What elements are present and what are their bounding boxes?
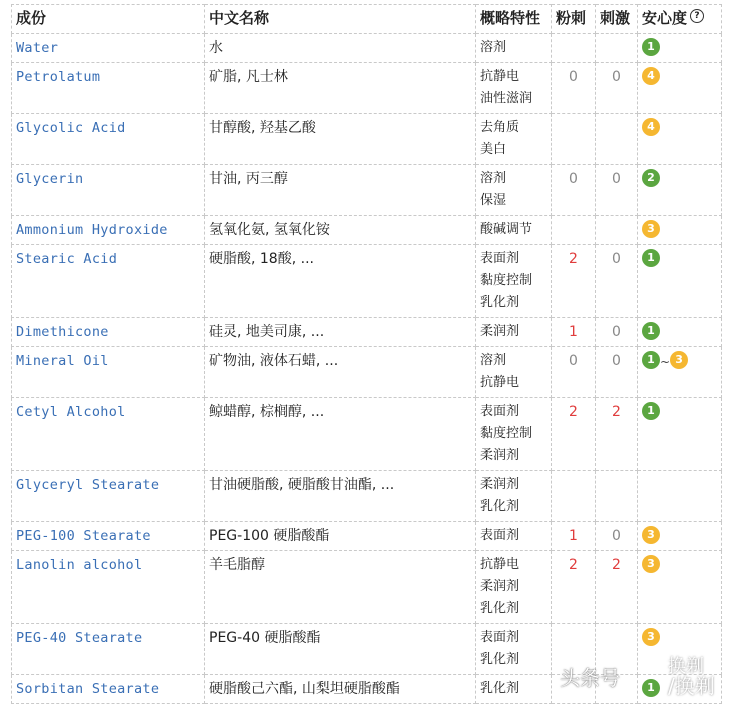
property-item: 黏度控制 [480, 273, 533, 288]
chinese-name: 甘醇酸, 羟基乙酸 [205, 114, 476, 165]
property-cell [476, 522, 552, 551]
irritation-rating [596, 114, 638, 165]
table-body [12, 34, 722, 704]
acne-rating [552, 114, 596, 165]
safety-cell [638, 318, 722, 347]
irritation-rating: 2 [596, 551, 638, 624]
irritation-rating: 0 [596, 245, 638, 318]
ingredient-link[interactable]: Ammonium Hydroxide [12, 216, 205, 245]
safety-badge: 1 [642, 249, 660, 267]
irritation-rating: 2 [596, 398, 638, 471]
chinese-name: 甘油硬脂酸, 硬脂酸甘油酯, ... [205, 471, 476, 522]
property-item: 抗静电 [480, 69, 520, 84]
safety-badge: 3 [642, 220, 660, 238]
ingredient-link[interactable]: PEG-40 Stearate [12, 624, 205, 675]
safety-cell [638, 398, 722, 471]
chinese-name: 甘油, 丙三醇 [205, 165, 476, 216]
ingredient-link[interactable]: Water [12, 34, 205, 63]
safety-badge: 1 [642, 402, 660, 420]
acne-rating: 2 [552, 398, 596, 471]
header-property: 概略特性 [476, 5, 552, 34]
property-cell [476, 216, 552, 245]
property-cell [476, 114, 552, 165]
property-item: 保湿 [480, 193, 507, 208]
irritation-rating: 0 [596, 347, 638, 398]
table-row [12, 318, 722, 347]
property-cell [476, 63, 552, 114]
safety-badge: 4 [642, 118, 660, 136]
chinese-name: 鲸蜡醇, 棕榈醇, ... [205, 398, 476, 471]
safety-cell [638, 347, 722, 398]
property-cell [476, 318, 552, 347]
ingredient-link[interactable]: Mineral Oil [12, 347, 205, 398]
chinese-name: 氢氧化氨, 氢氧化铵 [205, 216, 476, 245]
safety-badge: 4 [642, 67, 660, 85]
acne-rating [552, 34, 596, 63]
property-item: 柔润剂 [480, 477, 520, 492]
property-item: 乳化剂 [480, 681, 520, 696]
safety-cell [638, 471, 722, 522]
property-cell [476, 165, 552, 216]
property-item: 去角质 [480, 120, 520, 135]
chinese-name: 硬脂酸己六酯, 山梨坦硬脂酸酯 [205, 675, 476, 704]
safety-cell [638, 245, 722, 318]
safety-cell [638, 165, 722, 216]
chinese-name: 羊毛脂醇 [205, 551, 476, 624]
chinese-name: PEG-40 硬脂酸酯 [205, 624, 476, 675]
property-item: 乳化剂 [480, 601, 520, 616]
table-row [12, 216, 722, 245]
property-item: 柔润剂 [480, 579, 520, 594]
table-header-row [12, 5, 722, 34]
irritation-rating: 0 [596, 318, 638, 347]
table-row [12, 398, 722, 471]
ingredient-link[interactable]: Glycerin [12, 165, 205, 216]
property-item: 乳化剂 [480, 652, 520, 667]
ingredient-link[interactable]: Glycolic Acid [12, 114, 205, 165]
table-row [12, 551, 722, 624]
property-item: 抗静电 [480, 375, 520, 390]
acne-rating [552, 471, 596, 522]
safety-cell [638, 522, 722, 551]
ingredient-table-container [11, 4, 721, 704]
table-row [12, 63, 722, 114]
acne-rating: 1 [552, 318, 596, 347]
safety-badge: 3 [642, 555, 660, 573]
help-icon[interactable]: ? [690, 9, 704, 23]
property-cell [476, 245, 552, 318]
table-row [12, 245, 722, 318]
ingredient-link[interactable]: Petrolatum [12, 63, 205, 114]
property-item: 黏度控制 [480, 426, 533, 441]
property-item: 美白 [480, 142, 507, 157]
ingredient-link[interactable]: Cetyl Alcohol [12, 398, 205, 471]
safety-badge: 1 [642, 322, 660, 340]
header-ingredient: 成份 [12, 5, 205, 34]
irritation-rating: 0 [596, 63, 638, 114]
property-cell [476, 398, 552, 471]
acne-rating: 1 [552, 522, 596, 551]
irritation-rating: 0 [596, 165, 638, 216]
header-safety-label: 安心度 [642, 9, 688, 27]
table-row [12, 471, 722, 522]
safety-badge: 2 [642, 169, 660, 187]
table-row [12, 165, 722, 216]
property-item: 溶剂 [480, 40, 507, 55]
safety-badge: 3 [670, 351, 688, 369]
acne-rating: 2 [552, 551, 596, 624]
watermark [560, 652, 732, 696]
header-chinese-name: 中文名称 [205, 5, 476, 34]
table-row [12, 114, 722, 165]
safety-badge: 1 [642, 679, 660, 697]
header-safety [638, 5, 722, 34]
chinese-name: 矿脂, 凡士林 [205, 63, 476, 114]
ingredient-link[interactable]: Dimethicone [12, 318, 205, 347]
acne-rating: 0 [552, 63, 596, 114]
property-item: 抗静电 [480, 557, 520, 572]
table-row [12, 34, 722, 63]
header-acne: 粉刺 [552, 5, 596, 34]
irritation-rating [596, 471, 638, 522]
property-cell [476, 471, 552, 522]
safety-cell [638, 216, 722, 245]
property-item: 溶剂 [480, 353, 507, 368]
irritation-rating [596, 34, 638, 63]
irritation-rating: 0 [596, 522, 638, 551]
watermark-brand-top: 换剃 [668, 656, 704, 677]
safety-badge: 3 [642, 526, 660, 544]
property-item: 表面剂 [480, 251, 520, 266]
acne-rating: 0 [552, 165, 596, 216]
safety-badge: 3 [642, 628, 660, 646]
table-row [12, 347, 722, 398]
ingredient-link[interactable]: PEG-100 Stearate [12, 522, 205, 551]
chinese-name: 硬脂酸, 18酸, ... [205, 245, 476, 318]
property-item: 乳化剂 [480, 295, 520, 310]
irritation-rating [596, 216, 638, 245]
property-cell [476, 551, 552, 624]
property-item: 表面剂 [480, 630, 520, 645]
property-item: 酸碱调节 [480, 222, 533, 237]
safety-cell [638, 551, 722, 624]
chinese-name: 水 [205, 34, 476, 63]
acne-rating: 0 [552, 347, 596, 398]
acne-rating: 2 [552, 245, 596, 318]
ingredient-table [11, 4, 722, 704]
safety-cell [638, 63, 722, 114]
property-item: 油性滋润 [480, 91, 533, 106]
property-item: 柔润剂 [480, 448, 520, 463]
ingredient-link[interactable]: Sorbitan Stearate [12, 675, 205, 704]
safety-cell [638, 114, 722, 165]
table-row [12, 522, 722, 551]
property-cell [476, 347, 552, 398]
property-item: 柔润剂 [480, 324, 520, 339]
acne-rating [552, 216, 596, 245]
chinese-name: PEG-100 硬脂酸酯 [205, 522, 476, 551]
ingredient-link[interactable]: Glyceryl Stearate [12, 471, 205, 522]
property-cell [476, 675, 552, 704]
header-irritation: 刺激 [596, 5, 638, 34]
chinese-name: 矿物油, 液体石蜡, ... [205, 347, 476, 398]
property-item: 乳化剂 [480, 499, 520, 514]
watermark-text: 头条号 [560, 666, 620, 690]
chinese-name: 硅灵, 地美司康, ... [205, 318, 476, 347]
safety-badge: 1 [642, 351, 660, 369]
property-item: 表面剂 [480, 528, 520, 543]
property-cell [476, 624, 552, 675]
property-item: 溶剂 [480, 171, 507, 186]
safety-cell [638, 34, 722, 63]
ingredient-link[interactable]: Stearic Acid [12, 245, 205, 318]
range-separator: ~ [660, 355, 671, 369]
watermark-brand-bottom: /换剃 [668, 674, 715, 698]
ingredient-link[interactable]: Lanolin alcohol [12, 551, 205, 624]
safety-badge: 1 [642, 38, 660, 56]
property-item: 表面剂 [480, 404, 520, 419]
property-cell [476, 34, 552, 63]
